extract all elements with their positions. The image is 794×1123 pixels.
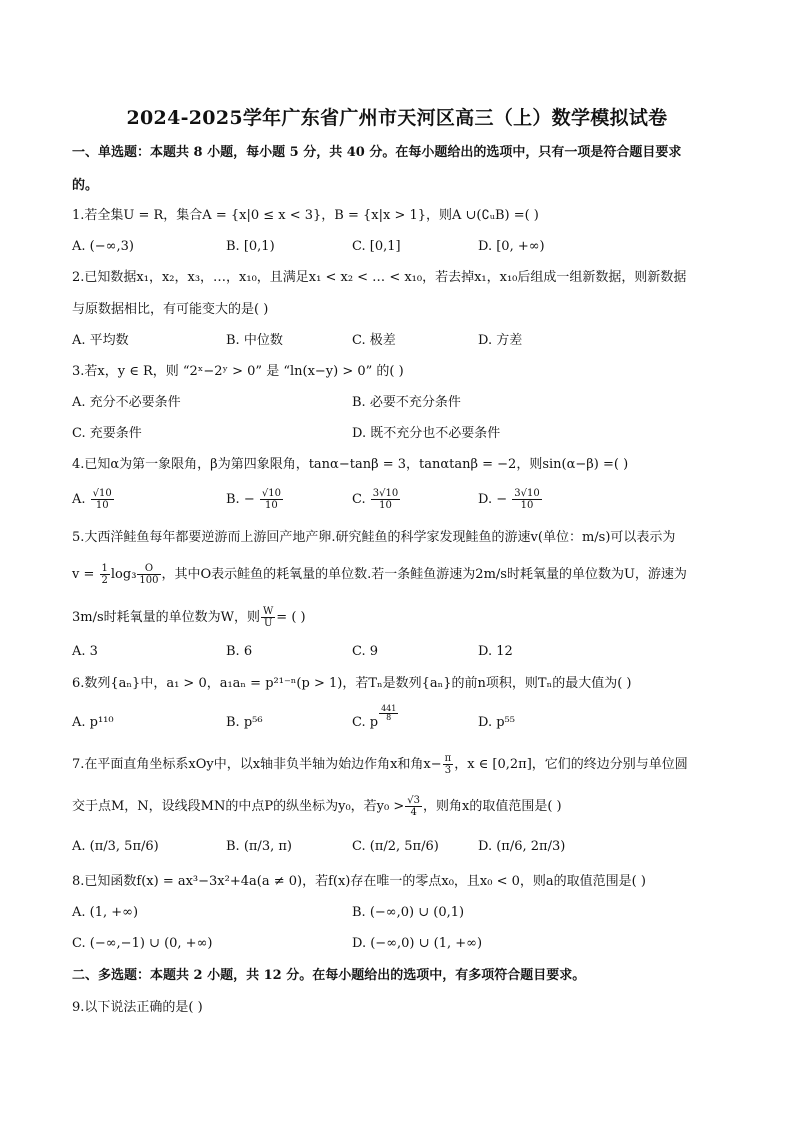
q7-stem1-pre: 7.在平面直角坐标系xOy中，以x轴非负半轴为始边作角x和角x− <box>72 757 442 772</box>
q6-stem: 6.数列{aₙ}中，a₁ > 0，a₁aₙ = p²¹⁻ⁿ(p > 1)，若Tₙ是数列{aₙ}的前n项积，则Tₙ的最大值为( ) <box>72 676 632 691</box>
q8-option-b: B. (−∞,0) ∪ (0,1) <box>352 905 465 920</box>
q2-option-a: A. 平均数 <box>72 333 129 348</box>
q7-option-b: B. (π/3, π) <box>226 839 292 854</box>
q4-c-num: 3√10 <box>372 488 399 499</box>
q4-b-fraction <box>260 488 283 511</box>
q5-option-c: C. 9 <box>352 644 379 659</box>
section2-heading: 二、多选题：本题共 2 小题，共 12 分。在每小题给出的选项中，有多项符合题目要求。 <box>72 968 586 983</box>
q3-option-c: C. 充要条件 <box>72 426 142 441</box>
q5-half-fraction <box>100 563 110 586</box>
q4-option-b <box>226 488 284 511</box>
q7-stem-cont <box>72 795 562 818</box>
q4-a-den: 10 <box>95 500 109 511</box>
q7-option-c: C. (π/2, 5π/6) <box>352 839 439 854</box>
q7-root3-fraction <box>405 795 422 818</box>
q6-c-num: 441 <box>381 704 397 713</box>
q5-log: log₃ <box>110 567 137 582</box>
q6-c-exponent <box>379 705 398 722</box>
q2-stem-cont: 与原数据相比，有可能变大的是( ) <box>72 302 269 317</box>
q5-o-num: O <box>137 563 160 575</box>
q4-a-label: A. <box>72 492 86 507</box>
q5-wu-num: W <box>263 606 274 617</box>
q8-stem: 8.已知函数f(x) = ax³−3x²+4a(a ≠ 0)，若f(x)存在唯一的零点x₀，且x₀ < 0，则a的取值范围是( ) <box>72 874 646 889</box>
q8-option-c: C. (−∞,−1) ∪ (0, +∞) <box>72 936 213 951</box>
q7-pi-num: π <box>444 753 452 764</box>
q7-stem2-pre: 交于点M，N，设线段MN的中点P的纵坐标为y₀，若y₀ > <box>72 799 405 814</box>
q5-stem-formula <box>72 563 687 586</box>
q6-option-b: B. p⁵⁶ <box>226 715 263 730</box>
q4-c-label: C. <box>352 492 366 507</box>
q7-stem1-post: ，x ∈ [0,2π]，它们的终边分别与单位圆 <box>454 757 688 772</box>
q1-option-a: A. (−∞,3) <box>72 239 134 254</box>
q4-a-fraction <box>91 488 114 511</box>
q8-option-d: D. (−∞,0) ∪ (1, +∞) <box>352 936 483 951</box>
q4-c-fraction <box>371 488 400 511</box>
q7-option-a: A. (π/3, 5π/6) <box>72 839 159 854</box>
q5-stem-question <box>72 606 306 629</box>
section1-heading: 一、单选题：本题共 8 小题，每小题 5 分，共 40 分。在每小题给出的选项中，只有一项是符合题目要求 <box>72 145 682 160</box>
q5-option-b: B. 6 <box>226 644 253 659</box>
q1-stem: 1.若全集U = R，集合A = {x|0 ≤ x < 3}，B = {x|x > 1}，则A ∪(∁ᵤB) =( ) <box>72 208 539 223</box>
q7-root3-den: 4 <box>410 807 417 818</box>
q5-wu-fraction <box>261 606 275 629</box>
q2-option-d: D. 方差 <box>478 333 523 348</box>
q6-c-label: C. p <box>352 715 379 730</box>
q7-pi-fraction <box>443 753 454 776</box>
q7-stem <box>72 753 688 776</box>
q4-b-den: 10 <box>265 500 278 511</box>
q6-c-den: 8 <box>386 713 392 722</box>
q2-option-c: C. 极差 <box>352 333 396 348</box>
q3-option-d: D. 既不充分也不必要条件 <box>352 426 501 441</box>
q5-option-d: D. 12 <box>478 644 513 659</box>
q5-wu-den: U <box>263 618 273 629</box>
q1-option-c: C. [0,1] <box>352 239 401 254</box>
q7-root3-num: √3 <box>407 795 420 806</box>
q6-option-a: A. p¹¹⁰ <box>72 715 114 730</box>
q7-option-d: D. (π/6, 2π/3) <box>478 839 566 854</box>
q4-a-num: √10 <box>92 488 112 499</box>
q5-o-den: 100 <box>139 575 159 586</box>
q7-pi-den: 3 <box>444 765 452 776</box>
q9-stem: 9.以下说法正确的是( ) <box>72 1000 203 1015</box>
q8-option-a: A. (1, +∞) <box>72 905 139 920</box>
q1-option-b: B. [0,1) <box>226 239 275 254</box>
q6-option-c <box>352 704 399 733</box>
q4-d-fraction <box>512 488 541 511</box>
q4-option-c <box>352 488 401 511</box>
q4-option-d <box>478 488 543 511</box>
q5-stem3-pre: 3m/s时耗氧量的单位数为W，则 <box>72 610 261 625</box>
q5-half-num: 1 <box>101 563 108 574</box>
q4-d-label: D. − <box>478 492 508 507</box>
q3-stem: 3.若x，y ∈ R，则 “2ˣ−2ʸ > 0” 是 “ln(x−y) > 0” 的( ) <box>72 364 404 379</box>
q4-stem: 4.已知α为第一象限角，β为第四象限角，tanα−tanβ = 3，tanαtanβ = −2，则sin(α−β) =( ) <box>72 457 629 472</box>
q5-half-den: 2 <box>101 575 108 586</box>
q5-stem3-post: = ( ) <box>276 610 306 625</box>
q4-d-den: 10 <box>520 500 534 511</box>
q2-stem: 2.已知数据x₁，x₂，x₃，…，x₁₀，且满足x₁ < x₂ < … < x₁₀，若去掉x₁，x₁₀后组成一组新数据，则新数据 <box>72 270 687 285</box>
q4-b-num: √10 <box>261 488 281 499</box>
q5-stem: 5.大西洋鲑鱼每年都要逆游而上游回产地产卵.研究鲑鱼的科学家发现鲑鱼的游速v(单位：m/s)可以表示为 <box>72 530 676 545</box>
q5-v-eq: v = <box>72 567 95 582</box>
q7-stem2-post: ，则角x的取值范围是( ) <box>423 799 562 814</box>
q4-d-num: 3√10 <box>514 488 540 499</box>
section1-heading-cont: 的。 <box>72 178 99 193</box>
q5-stem-rest: ，其中O表示鲑鱼的耗氧量的单位数.若一条鲑鱼游速为2m/s时耗氧量的单位数为U，游速为 <box>161 567 687 582</box>
exam-title: 2024-2025学年广东省广州市天河区高三（上）数学模拟试卷 <box>126 107 668 129</box>
q5-option-a: A. 3 <box>72 644 98 659</box>
q6-option-d: D. p⁵⁵ <box>478 715 515 730</box>
q3-option-a: A. 充分不必要条件 <box>72 395 181 410</box>
q5-o-fraction <box>137 563 160 586</box>
q3-option-b: B. 必要不充分条件 <box>352 395 461 410</box>
q2-option-b: B. 中位数 <box>226 333 283 348</box>
q4-option-a <box>72 488 115 511</box>
q4-c-den: 10 <box>379 500 392 511</box>
q4-b-label: B. − <box>226 492 255 507</box>
q1-option-d: D. [0, +∞) <box>478 239 545 254</box>
